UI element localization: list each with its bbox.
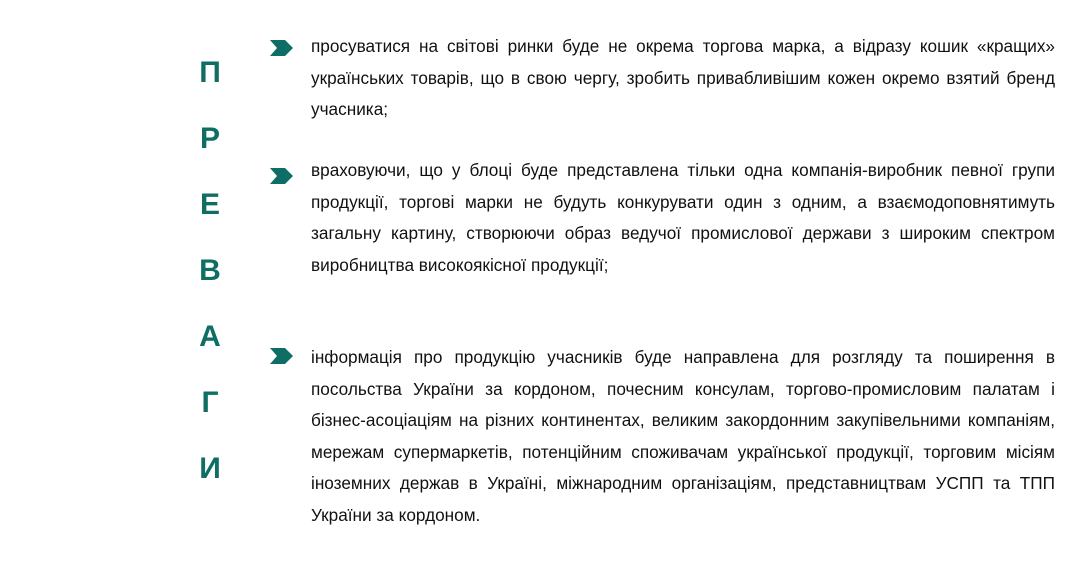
- title-letter: Р: [199, 122, 220, 155]
- chevron-arrow-icon: [270, 168, 294, 184]
- advantage-item-text: враховуючи, що у блоці буде представлена тільки одна компанія-виробник певної групи продукції, торгові марки не будуть конкурувати один з одним, а взаємодоповнятимуть загальну картину, створюючи образ ведучої промислової держави з широким спектром виробництва високоякісної продукції;: [311, 160, 1055, 275]
- vertical-title-perevagy: [190, 52, 230, 492]
- title-letter: Е: [199, 188, 220, 221]
- title-letter: И: [199, 452, 221, 485]
- title-letter: А: [199, 320, 221, 353]
- title-letter: В: [199, 254, 221, 287]
- chevron-arrow-icon: [270, 348, 294, 364]
- chevron-arrow-icon: [270, 40, 294, 56]
- title-letter: Г: [201, 386, 219, 419]
- advantage-item-text: просуватися на світові ринки буде не окрема торгова марка, а відразу кошик «кращих» українських товарів, що в свою чергу, зробить привабливішим кожен окремо взятий бренд учасника;: [311, 36, 1055, 120]
- title-letter: П: [199, 56, 221, 89]
- advantage-item-text: інформація про продукцію учасників буде направлена для розгляду та поширення в посольства України за кордоном, почесним консулам, торгово-промисловим палатам і бізнес-асоціаціям на різних континентах, великим закордонним закупівельними компаніям, мережам супермаркетів, потенційним споживачам української продукції, торговим місіям іноземних держав в Україні, міжнародним організаціям, представництвам УСПП та ТПП України за кордоном.: [311, 347, 1055, 525]
